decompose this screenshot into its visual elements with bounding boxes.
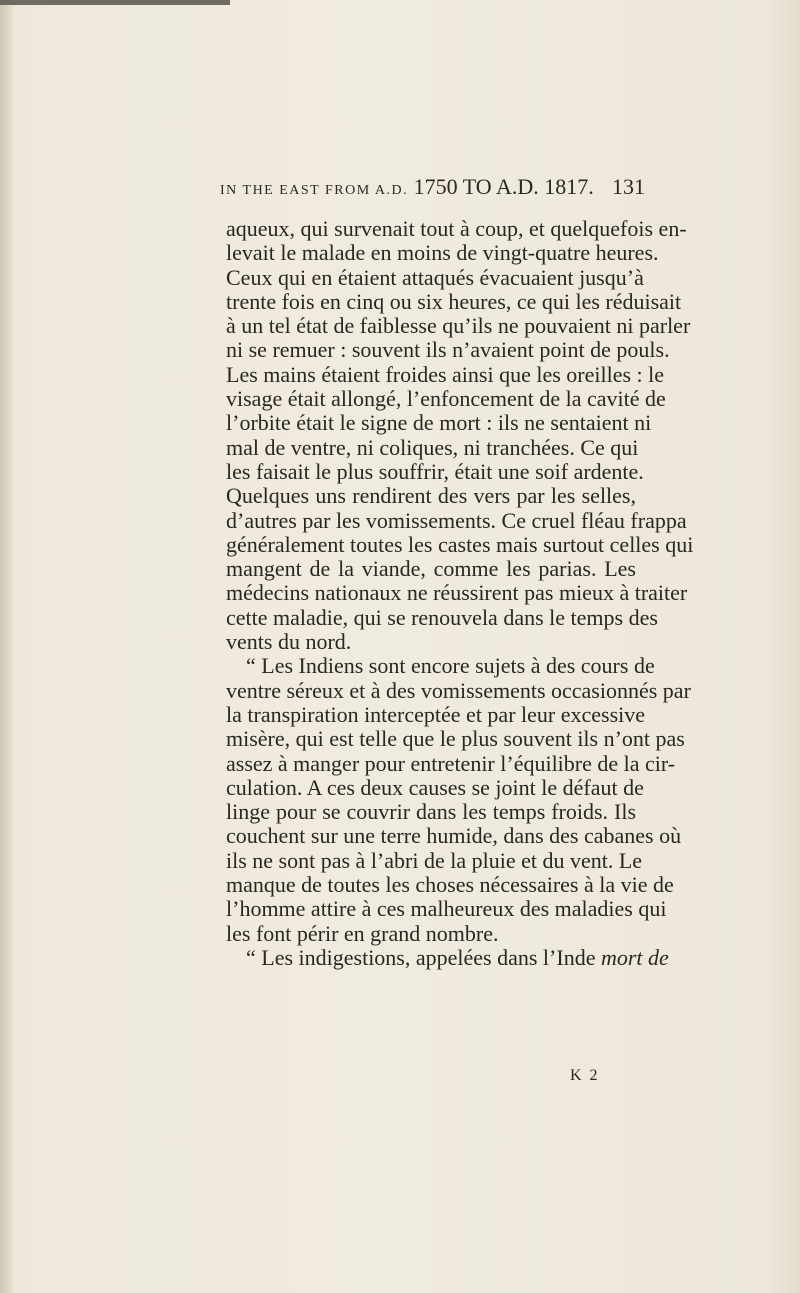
text-line: la transpiration interceptée et par leur excessive: [226, 701, 646, 727]
text-line: manque de toutes les choses nécessaires à la vie de: [226, 872, 674, 898]
text-line: aqueux, qui survenait tout à coup, et quelquefois en-: [226, 216, 687, 241]
text-line: d’autres par les vomissements. Ce cruel fléau frappa: [226, 507, 687, 533]
text-line: médecins nationaux ne réussirent pas mieux à traiter: [226, 580, 688, 606]
text-line: ventre séreux et à des vomissements occasionnés par: [226, 677, 691, 703]
text-line: Quelques uns rendirent des vers par les selles,: [226, 483, 636, 509]
text-line-final-italic: mort de: [600, 944, 669, 970]
body-text: [226, 216, 694, 970]
text-line: Les mains étaient froides ainsi que les oreilles : le: [226, 361, 665, 387]
text-line: couchent sur une terre humide, dans des cabanes où: [226, 823, 682, 849]
running-head-years: 1750 TO A.D. 1817.: [413, 174, 594, 199]
text-line: linge pour se couvrir dans les temps froids. Ils: [226, 799, 636, 825]
text-line: généralement toutes les castes mais surtout celles qui: [226, 531, 694, 557]
text-line: assez à manger pour entretenir l’équilibre de la cir-: [226, 750, 676, 776]
top-edge-rule: [0, 0, 230, 5]
text-line: ni se remuer : souvent ils n’avaient point de pouls.: [226, 337, 670, 363]
text-line: ils ne sont pas à l’abri de la pluie et du vent. Le: [226, 847, 643, 873]
text-line: vents du nord.: [226, 629, 352, 655]
page-number: 131: [612, 174, 645, 199]
text-line: trente fois en cinq ou six heures, ce qui les réduisait: [226, 288, 682, 314]
gutter-shadow: [0, 0, 12, 1293]
text-line: culation. A ces deux causes se joint le défaut de: [226, 774, 644, 800]
text-line: mangent de la viande, comme les parias. Les: [226, 556, 636, 582]
running-header: [220, 174, 645, 200]
text-line: à un tel état de faiblesse qu’ils ne pouvaient ni parler: [226, 313, 691, 339]
text-line: l’homme attire à ces malheureux des maladies qui: [226, 896, 667, 922]
running-head-text: IN THE EAST FROM A.D.: [220, 183, 409, 198]
text-line: visage était allongé, l’enfoncement de la cavité de: [226, 386, 666, 412]
text-line: l’orbite était le signe de mort : ils ne sentaient ni: [226, 410, 652, 436]
text-line: mal de ventre, ni coliques, ni tranchées. Ce qui: [226, 434, 639, 460]
text-line: les font périr en grand nombre.: [226, 920, 499, 946]
text-line: cette maladie, qui se renouvela dans le temps des: [226, 604, 658, 630]
text-line: Ceux qui en étaient attaqués évacuaient jusqu’à: [226, 264, 644, 290]
text-line: misère, qui est telle que le plus souvent ils n’ont pas: [226, 726, 685, 752]
text-line: les faisait le plus souffrir, était une soif ardente.: [226, 458, 644, 484]
signature-mark: K 2: [570, 1067, 600, 1084]
text-line-final: [226, 944, 669, 970]
text-line: levait le malade en moins de vingt-quatre heures.: [226, 240, 659, 266]
text-line-final-roman: “ Les indigestions, appelées dans l’Inde: [246, 944, 596, 970]
text-line: “ Les Indiens sont encore sujets à des cours de: [246, 653, 655, 679]
